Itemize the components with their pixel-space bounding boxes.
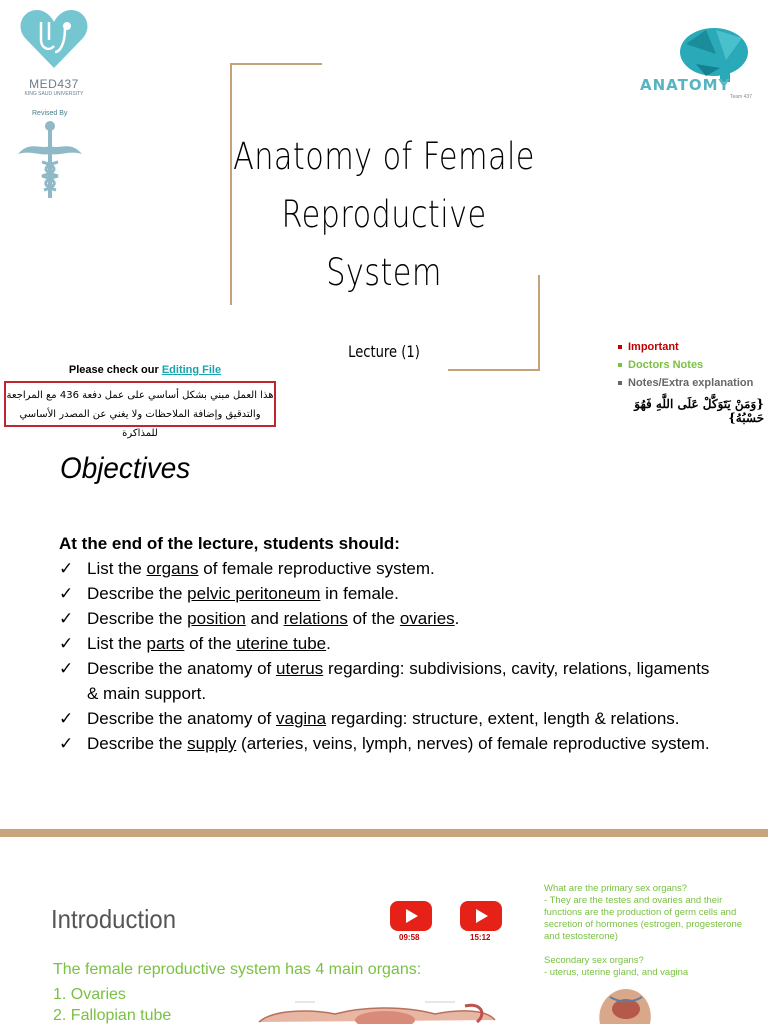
lecture-label: Lecture (1)	[348, 342, 420, 361]
editing-file-link[interactable]: Editing File	[161, 364, 222, 376]
caduceus-icon	[10, 110, 90, 202]
objective-text: and	[245, 609, 284, 628]
video-button[interactable]	[460, 901, 502, 931]
objectives-intro: At the end of the lecture, students should:	[59, 534, 400, 553]
title-line: Reproductive	[281, 193, 487, 236]
title-slide	[0, 0, 768, 439]
checkmark-icon: ✓	[59, 709, 74, 728]
note-answer: - uterus, uterine gland, and vagina	[544, 967, 689, 978]
quran-verse: {وَمَنْ يَتَوَكَّلْ عَلَى اللَّهِ فَهُوَ حَسْبُهُ}	[634, 397, 764, 425]
underlined-term: supply	[187, 734, 237, 753]
objective-text: in female.	[320, 584, 399, 603]
underlined-term: uterine tube	[236, 634, 327, 653]
objective-text: List the	[87, 559, 147, 578]
note-question: What are the primary sex organs?	[544, 883, 688, 894]
checkmark-icon: ✓	[59, 634, 74, 653]
objective-text: of the	[184, 634, 237, 653]
objective-text: regarding: structure, extent, length & relations.	[326, 709, 680, 728]
brain-icon	[676, 24, 756, 84]
title-line: Anatomy of Female	[233, 135, 535, 178]
arabic-disclaimer	[4, 381, 276, 439]
underlined-term: parts	[146, 634, 185, 653]
video-button[interactable]	[390, 901, 432, 931]
video-duration: 15:12	[470, 933, 491, 942]
brand-left: MED437	[29, 77, 79, 91]
objectives-heading: Objectives	[60, 452, 191, 485]
brand-left-sub: KING SAUD UNIVERSITY	[24, 91, 84, 97]
play-icon	[476, 909, 488, 923]
please-check-text: Please check our	[68, 364, 159, 376]
doctors-note	[544, 883, 749, 979]
organ-item: 2. Fallopian tube	[53, 1007, 172, 1024]
underlined-term: organs	[146, 559, 199, 578]
brand-right: ANATOMY	[640, 76, 731, 94]
objective-text: Describe the	[87, 584, 188, 603]
med437-logo	[14, 6, 94, 97]
objective-item	[59, 656, 719, 706]
objectives-list	[59, 556, 719, 756]
underlined-term: uterus	[275, 659, 324, 678]
revised-by-label: Revised By	[32, 110, 68, 117]
heart-stethoscope-icon	[19, 6, 89, 72]
objective-item	[59, 731, 719, 756]
checkmark-icon: ✓	[59, 609, 74, 628]
revised-by-badge	[10, 110, 90, 202]
organs-list	[53, 984, 171, 1026]
arabic-line: هذا العمل مبني بشكل أساسي على عمل دفعة 436 مع المراجعة	[6, 390, 274, 401]
objective-text: List the	[87, 634, 147, 653]
editing-file-note	[40, 364, 250, 376]
objective-text: Describe the anatomy of	[87, 709, 276, 728]
reproductive-diagram-image	[255, 1000, 515, 1024]
legend-item: Notes/Extra explanation	[618, 374, 753, 392]
objective-text: (arteries, veins, lymph, nerves) of female reproductive system.	[236, 734, 710, 753]
underlined-term: position	[187, 609, 246, 628]
arabic-line: والتدقيق وإضافة الملاحظات ولا يغني عن المصدر الأساسي للمذاكرة	[19, 409, 261, 439]
checkmark-icon: ✓	[59, 659, 74, 678]
underlined-term: vagina	[275, 709, 327, 728]
underlined-term: relations	[283, 609, 348, 628]
objective-text: Describe the	[87, 734, 188, 753]
play-icon	[406, 909, 418, 923]
note-answer: - They are the testes and ovaries and their functions are the production of germ cells and secretion of hormones (estrogen, progesterone and testosterone)	[544, 895, 743, 942]
square-bullet-icon	[618, 363, 622, 367]
square-bullet-icon	[618, 345, 622, 349]
pelvis-diagram-image	[590, 985, 660, 1024]
objective-text: Describe the	[87, 609, 188, 628]
anatomy-team-logo	[640, 22, 760, 102]
checkmark-icon: ✓	[59, 559, 74, 578]
legend-item: Doctors Notes	[618, 356, 753, 374]
underlined-term: ovaries	[399, 609, 455, 628]
organ-item: 1. Ovaries	[53, 986, 126, 1003]
slide-divider	[0, 829, 768, 837]
underlined-term: pelvic peritoneum	[187, 584, 321, 603]
title-line: System	[326, 251, 442, 294]
video-duration: 09:58	[399, 933, 420, 942]
organs-heading: The female reproductive system has 4 main organs:	[53, 961, 422, 978]
square-bullet-icon	[618, 381, 622, 385]
objective-text: of female reproductive system.	[198, 559, 435, 578]
brand-right-sub: Team 437	[730, 94, 752, 100]
objective-text: .	[326, 634, 331, 653]
objective-text: Describe the anatomy of	[87, 659, 276, 678]
introduction-title: Introduction	[51, 904, 177, 934]
objective-item	[59, 556, 719, 581]
objective-text: of the	[347, 609, 400, 628]
objective-text: regarding: subdivisions, cavity, relations, ligaments & main support.	[87, 659, 710, 703]
objective-item	[59, 706, 719, 731]
legend-item: Important	[618, 338, 753, 356]
objective-item	[59, 581, 719, 606]
color-legend	[618, 338, 753, 392]
slide-title	[233, 128, 535, 302]
objective-text: .	[454, 609, 460, 628]
objective-item	[59, 631, 719, 656]
checkmark-icon: ✓	[59, 734, 74, 753]
objective-item	[59, 606, 719, 631]
note-question: Secondary sex organs?	[544, 955, 644, 966]
checkmark-icon: ✓	[59, 584, 74, 603]
